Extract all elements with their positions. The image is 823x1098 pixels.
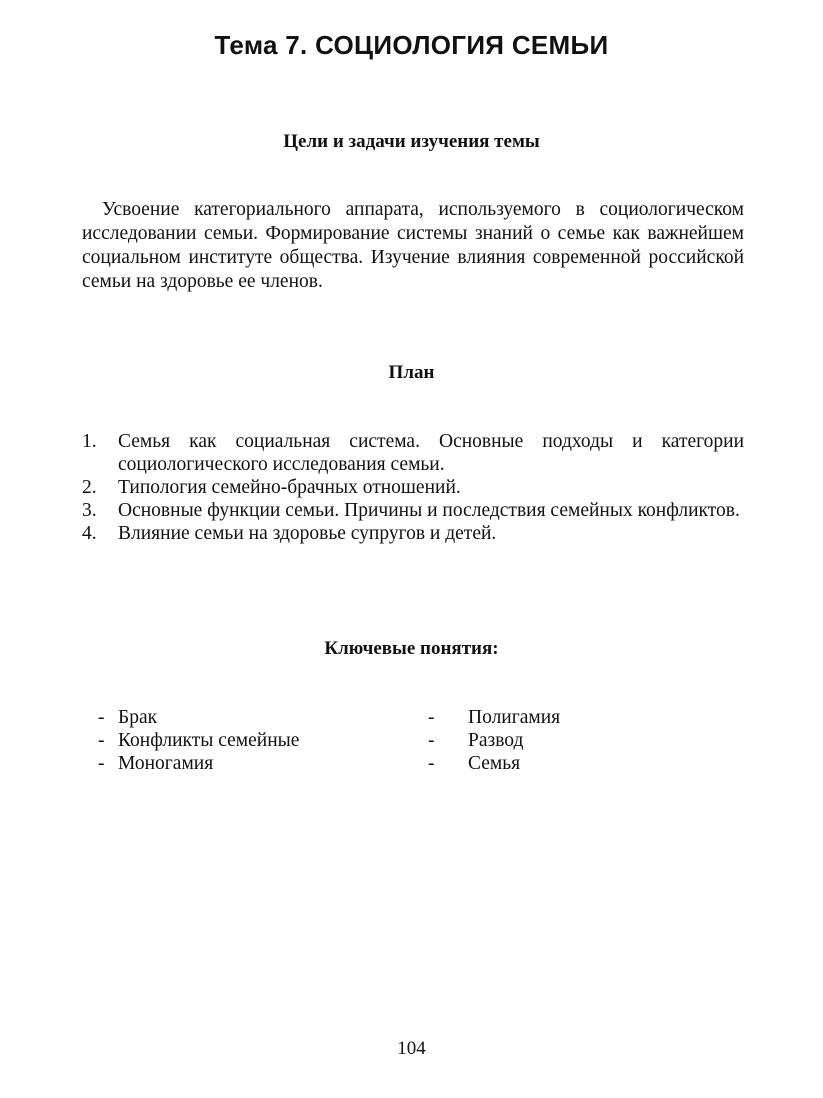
plan-item-text: Типология семейно-брачных отношений. [118, 477, 461, 498]
concept-item [428, 752, 560, 775]
plan-item [82, 430, 744, 476]
concepts-right-column [428, 706, 560, 775]
dash-mark: - [98, 730, 105, 751]
goals-heading: Цели и задачи изучения темы [283, 131, 540, 152]
plan-item-number: 3. [82, 500, 97, 521]
dash-mark: - [428, 707, 435, 728]
plan-heading: План [388, 362, 435, 383]
plan-item [82, 499, 744, 522]
plan-item-text: Влияние семьи на здоровье супругов и детей. [118, 523, 497, 544]
concept-label: Развод [468, 730, 524, 751]
concept-label: Брак [118, 707, 158, 728]
concept-item [98, 752, 299, 775]
concept-label: Моногамия [118, 753, 214, 774]
page-title: Тема 7. СОЦИОЛОГИЯ СЕМЬИ [214, 30, 609, 60]
goals-text: Усвоение категориального аппарата, используемого в социологическом исследовании семьи. Формирование системы знаний о семье как важнейшем социальном институте общества. Изучение влияния современной российской семьи на здоровье ее членов. [82, 199, 744, 292]
plan-item [82, 476, 744, 499]
plan-item-text: Семья как социальная система. Основные подходы и категории социологического исследования семьи. [118, 431, 744, 475]
concept-label: Конфликты семейные [118, 730, 300, 751]
dash-mark: - [428, 753, 435, 774]
plan-item [82, 522, 744, 545]
plan-item-text: Основные функции семьи. Причины и последствия семейных конфликтов. [118, 500, 740, 521]
plan-item-number: 4. [82, 523, 97, 544]
concept-item [428, 729, 560, 752]
plan-item-number: 2. [82, 477, 97, 498]
goals-paragraph [82, 198, 744, 294]
concept-item [98, 729, 299, 752]
dash-mark: - [98, 753, 105, 774]
page-number: 104 [397, 1038, 426, 1059]
dash-mark: - [98, 707, 105, 728]
concept-item [98, 706, 299, 729]
dash-mark: - [428, 730, 435, 751]
concepts-heading: Ключевые понятия: [324, 638, 499, 659]
concept-item [428, 706, 560, 729]
concepts-left-column [98, 706, 299, 775]
plan-list [82, 430, 744, 545]
concept-label: Полигамия [468, 707, 561, 728]
concept-label: Семья [468, 753, 521, 774]
plan-item-number: 1. [82, 431, 97, 452]
